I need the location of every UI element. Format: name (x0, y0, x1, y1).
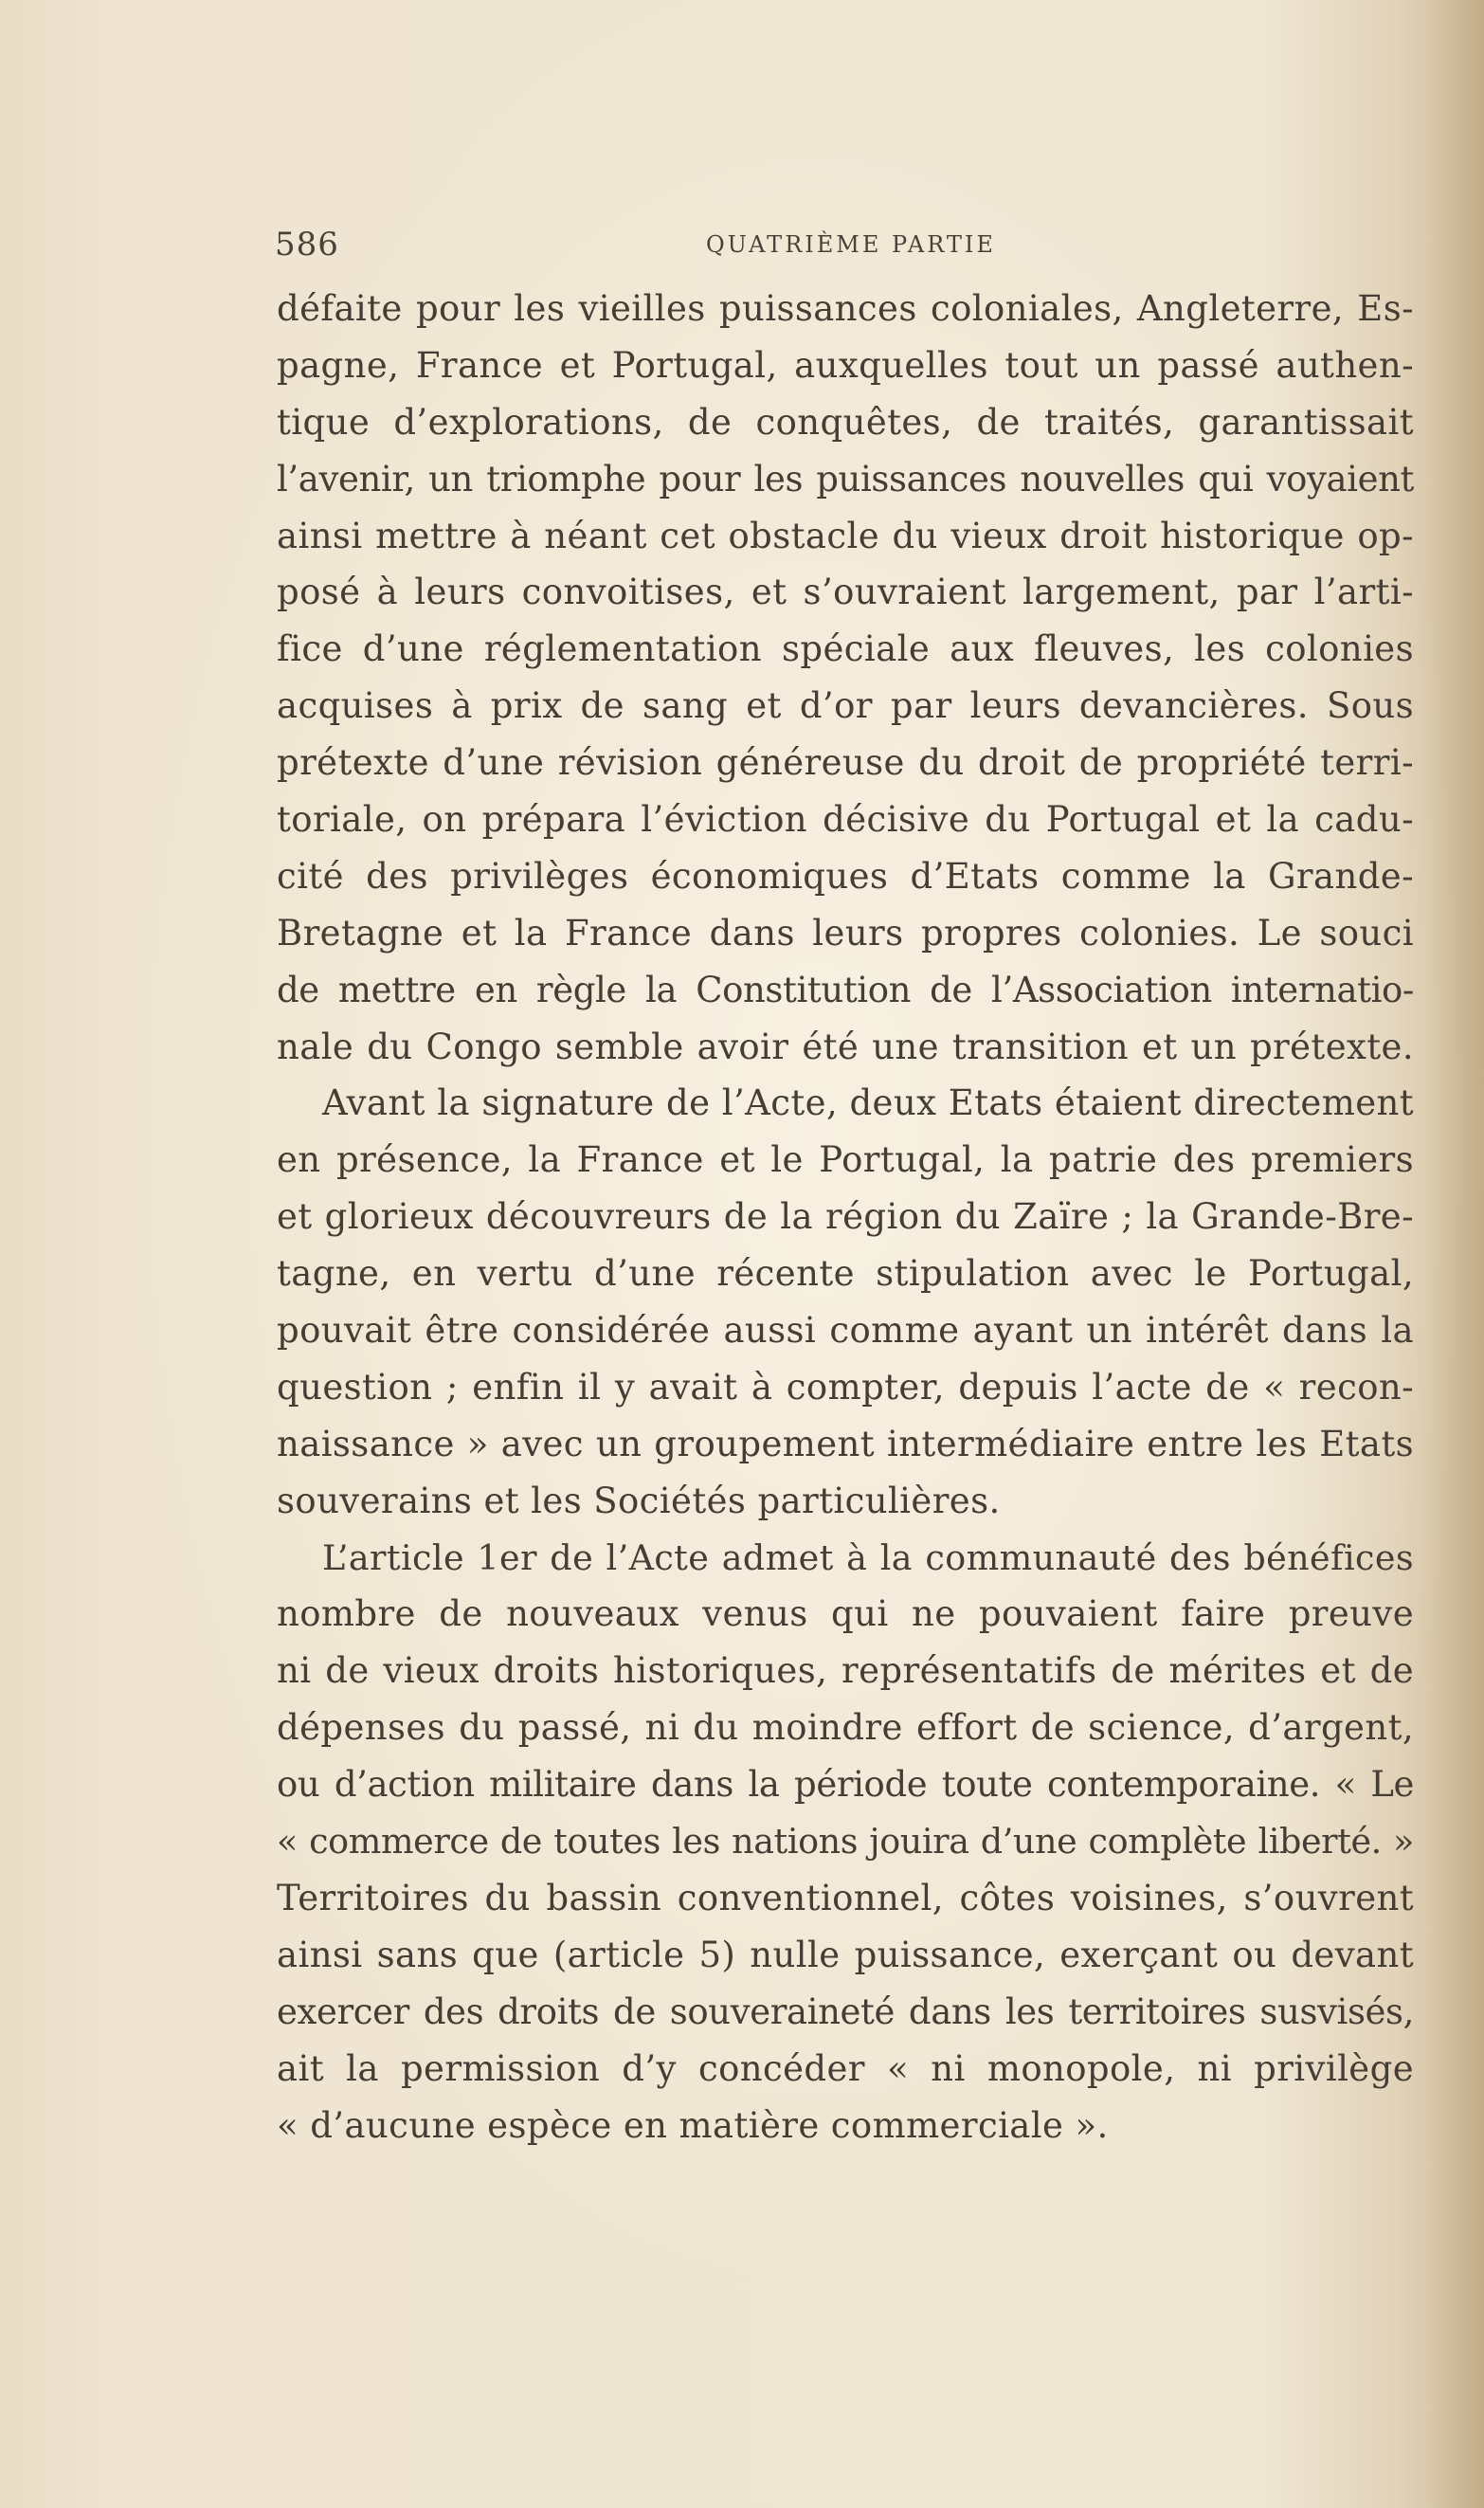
text-line: toriale, on prépara l’éviction décisive du Portugal et la cadu- (277, 799, 1414, 841)
text-line: souverains et les Sociétés particulières. (277, 1480, 1001, 1521)
text-line: dépenses du passé, ni du moindre effort de science, d’argent, (277, 1707, 1414, 1749)
text-line: ainsi mettre à néant cet obstacle du vieux droit historique op- (277, 515, 1414, 556)
text-line: prétexte d’une révision généreuse du droit de propriété terri- (277, 742, 1414, 784)
text-line: exercer des droits de souveraineté dans les territoires susvisés, (277, 1990, 1414, 2032)
text-line: Bretagne et la France dans leurs propres colonies. Le souci (277, 912, 1414, 954)
text-line: ou d’action militaire dans la période toute contemporaine. « Le (277, 1764, 1414, 1806)
text-line: posé à leurs convoitises, et s’ouvraient largement, par l’arti- (277, 572, 1414, 613)
text-line: nombre de nouveaux venus qui ne pouvaient faire preuve (277, 1593, 1414, 1635)
text-line: fice d’une réglementation spéciale aux fleuves, les colonies (277, 628, 1414, 670)
page-number: 586 (275, 226, 339, 264)
text-line: question ; enfin il y avait à compter, depuis l’acte de « recon- (277, 1366, 1414, 1408)
text-line: tique d’explorations, de conquêtes, de traités, garantissait (277, 401, 1414, 443)
text-line: « d’aucune espèce en matière commerciale ». (277, 2104, 1109, 2146)
page-header (275, 226, 1431, 273)
body-text (277, 281, 1414, 2154)
text-line: cité des privilèges économiques d’Etats comme la Grande- (277, 855, 1414, 897)
text-line: Territoires du bassin conventionnel, côtes voisines, s’ouvrent (277, 1877, 1414, 1918)
text-line: pagne, France et Portugal, auxquelles tout un passé authen- (277, 344, 1414, 386)
text-line: ait la permission d’y concéder « ni monopole, ni privilège (277, 2047, 1414, 2089)
text-line: L’article 1er de l’Acte admet à la communauté des bénéfices (322, 1536, 1414, 1578)
text-line: Avant la signature de l’Acte, deux Etats étaient directement (322, 1082, 1414, 1124)
text-line: de mettre en règle la Constitution de l’Association internatio- (277, 969, 1414, 1010)
text-line: acquises à prix de sang et d’or par leurs devancières. Sous (277, 685, 1414, 727)
text-line: naissance » avec un groupement intermédiaire entre les Etats (277, 1423, 1414, 1464)
text-line: ainsi sans que (article 5) nulle puissance, exerçant ou devant (277, 1934, 1414, 1975)
running-head: QUATRIÈME PARTIE (706, 231, 996, 258)
text-line: « commerce de toutes les nations jouira d’une complète liberté. » (277, 1821, 1414, 1863)
text-line: ni de vieux droits historiques, représentatifs de mérites et de (277, 1650, 1414, 1692)
text-line: nale du Congo semble avoir été une transition et un prétexte. (277, 1026, 1414, 1067)
text-line: en présence, la France et le Portugal, la patrie des premiers (277, 1139, 1414, 1181)
text-line: et glorieux découvreurs de la région du Zaïre ; la Grande-Bre- (277, 1196, 1414, 1238)
page-edge-shadow (1427, 0, 1484, 2508)
text-line: tagne, en vertu d’une récente stipulation avec le Portugal, (277, 1253, 1414, 1295)
text-line: défaite pour les vieilles puissances coloniales, Angleterre, Es- (277, 288, 1414, 329)
text-line: l’avenir, un triomphe pour les puissances nouvelles qui voyaient (277, 458, 1414, 500)
text-line: pouvait être considérée aussi comme ayant un intérêt dans la (277, 1310, 1414, 1352)
